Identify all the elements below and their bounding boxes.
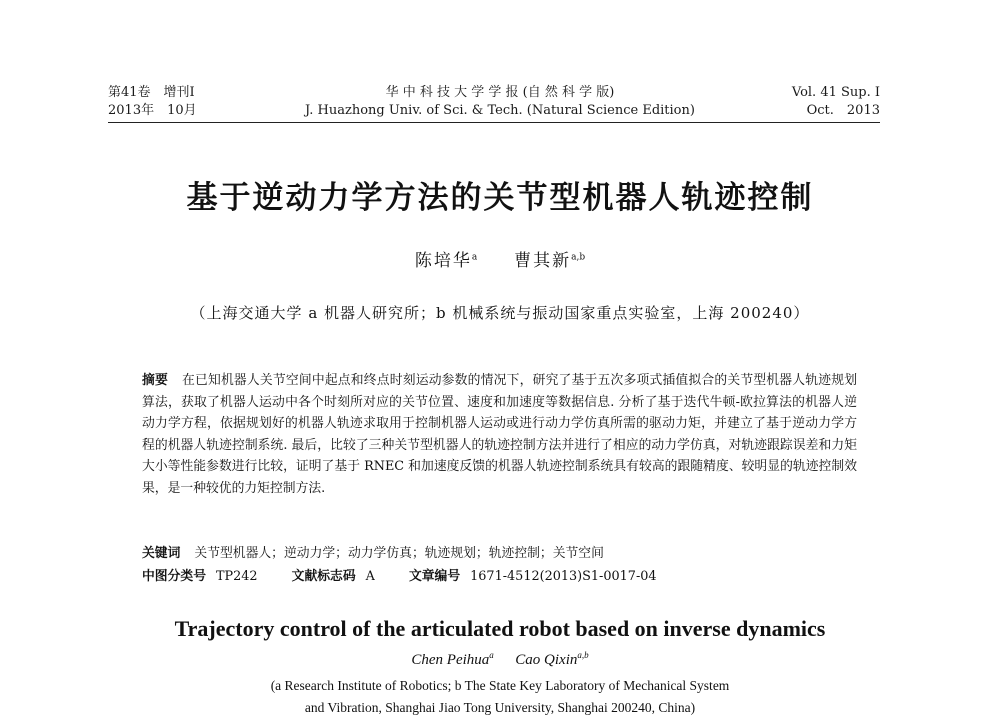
author-cn-sup: a,b	[571, 252, 586, 263]
keywords-text: 关节型机器人；逆动力学；动力学仿真；轨迹规划；轨迹控制；关节空间	[194, 546, 604, 561]
header-date-en: Oct. 2013	[806, 103, 880, 118]
author-en-name: Cao Qixin	[515, 652, 578, 668]
header-volume-en: Vol. 41 Sup. Ⅰ	[791, 85, 880, 100]
header-volume-cn: 第41卷 增刊Ⅰ	[108, 85, 195, 100]
paper-title-cn: 基于逆动力学方法的关节型机器人轨迹控制	[186, 180, 814, 216]
affiliation-en-line: (a Research Institute of Robotics; b The State Key Laboratory of Mechanical System	[270, 678, 730, 693]
keywords-cn	[142, 542, 857, 561]
keywords-label: 关键词	[142, 546, 181, 561]
affiliation-en-line: and Vibration, Shanghai Jiao Tong University, Shanghai 200240, China)	[304, 700, 696, 715]
classification-line	[142, 565, 857, 584]
clc-value: TP242	[215, 569, 258, 584]
paper-title-en: Trajectory control of the articulated robot based on inverse dynamics	[174, 616, 826, 641]
doc-code-label: 文献标志码	[291, 569, 356, 584]
author-en-name: Chen Peihua	[411, 652, 490, 668]
author-en-sup: a,b	[577, 650, 589, 660]
header-divider	[108, 122, 880, 123]
article-no-label: 文章编号	[408, 569, 461, 584]
abstract-text: 在已知机器人关节空间中起点和终点时刻运动参数的情况下，研究了基于五次多项式插值拟合的关节型机器人轨迹规划算法，获取了机器人运动中各个时刻所对应的关节位置、速度和加速度等数据信息. 分析了基于迭代牛顿-欧拉算法的机器人逆动力学方程，依据规划好的机器人轨迹求取用于控制机器人运动或进行动力学仿真所需的驱动力矩，并建立了基于逆动力学方程的机器人轨迹控制系统. 最后，比较了三种关节型机器人的轨迹控制方法并进行了相应的动力学仿真，对轨迹跟踪误差和力矩大小等性能参数进行比较，证明了基于 RNEC 和加速度反馈的机器人轨迹控制系统具有较高的跟随精度、较明显的轨迹控制效果，是一种较优的力矩控制方法.	[142, 373, 858, 496]
header-journal-cn: 华 中 科 技 大 学 学 报 (自 然 科 学 版)	[385, 85, 615, 100]
author-en-sup: a	[489, 650, 494, 660]
header-date-cn: 2013年 10月	[108, 103, 197, 118]
authors-cn	[0, 246, 1000, 271]
author-cn-sup: a	[471, 252, 478, 263]
header-journal-en: J. Huazhong Univ. of Sci. & Tech. (Natural Science Edition)	[305, 103, 695, 118]
abstract-label: 摘要	[142, 373, 168, 388]
author-cn-name: 曹其新	[514, 251, 572, 271]
authors-en	[0, 650, 1000, 669]
doc-code-value: A	[365, 569, 375, 584]
clc-label: 中图分类号	[142, 569, 206, 584]
header-volume-en-info	[792, 84, 880, 120]
article-no-value: 1671-4512(2013)S1-0017-04	[470, 569, 657, 584]
abstract-cn	[142, 370, 857, 499]
affiliation-cn: （上海交通大学 a 机器人研究所；b 机械系统与振动国家重点实验室，上海 200240）	[190, 304, 810, 322]
author-cn-name: 陈培华	[414, 251, 472, 271]
